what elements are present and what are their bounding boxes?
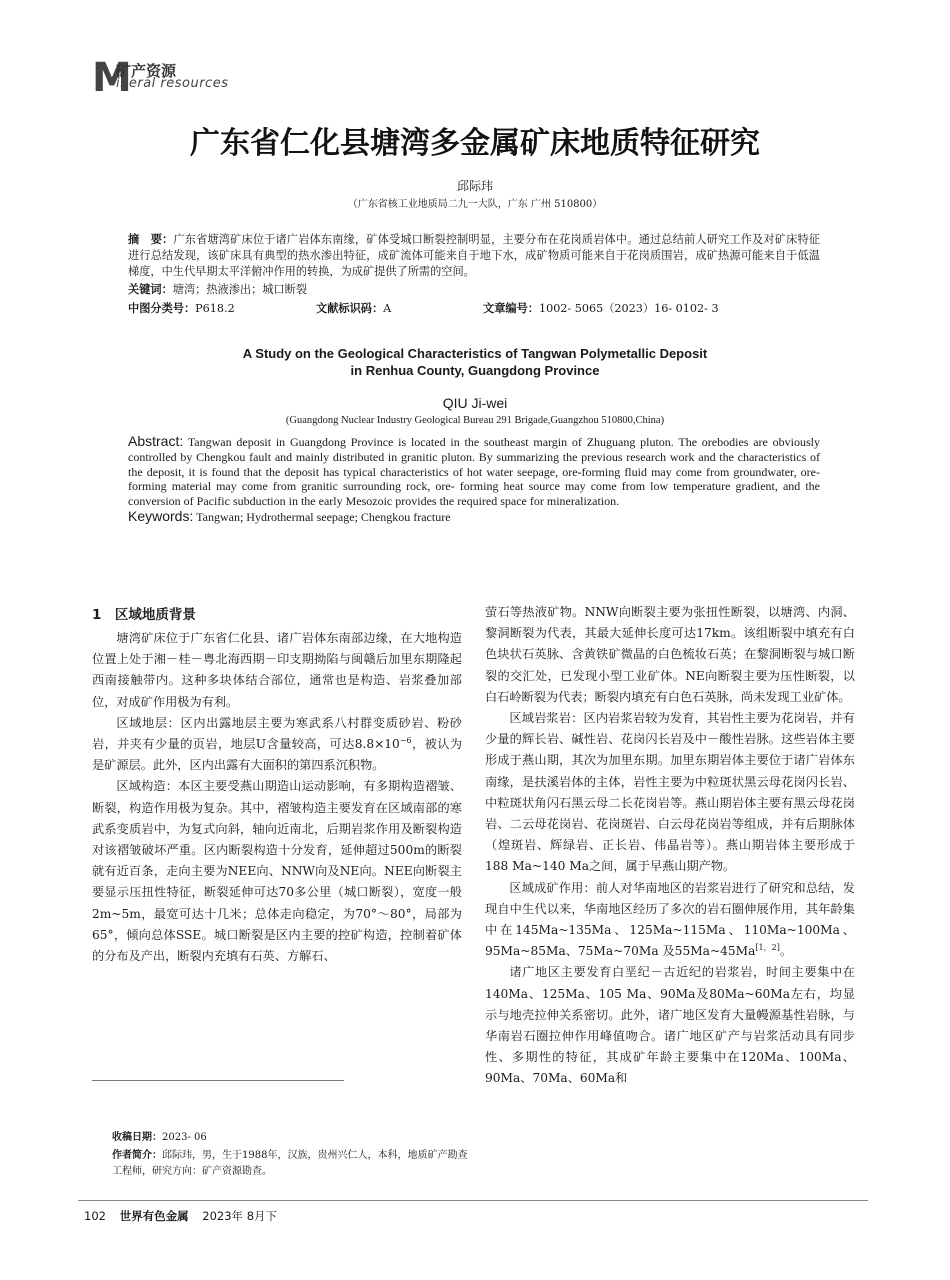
article-number-label: 文章编号： [483, 302, 539, 315]
author-name: 邱际玮 [456, 179, 493, 193]
paragraph: 区域成矿作用：前人对华南地区的岩浆岩进行了研究和总结，发现自中生代以来，华南地区经历了多次的岩石圈伸展作用，其年龄集中在145Ma~135Ma、125Ma~115Ma、110Ma~100Ma、95Ma~85Ma、75Ma~70Ma 及55Ma~45Ma[1，2]。 [485, 880, 855, 959]
paragraph: 区域构造：本区主要受燕山期造山运动影响，有多期构造褶皱、断裂，构造作用极为复杂。其中，褶皱构造主要发育在区域南部的寒武系变质岩中，为复式向斜，轴向近南北，后期岩浆作用及断裂构造对该褶皱破坏严重。区内断裂构造十分发育，延伸超过500m的断裂就有近百条，走向主要为NEE向、NNW向及NE向。NEE向断裂主要显示压扭性特征，断裂延伸可达70多公里（城口断裂），宽度一般2m~5m，最宽可达十几米；总体走向稳定，为70°～80°，局部为65°，倾向总体SSE。城口断裂是区内主要的控矿构造，控制着矿体的分布及产出，断裂内充填有石英、方解石、 [92, 779, 462, 964]
abstract-text: 广东省塘湾矿床位于诸广岩体东南缘，矿体受城口断裂控制明显，主要分布在花岗质岩体中。通过总结前人研究工作及对矿床特征进行总结发现，该矿床具有典型的热水渗出特征，成矿流体可能来自于地下水，成矿物质可能来自于花岗质围岩，成矿热源可能来自于低温梯度，中生代早期太平洋俯冲作用的转换，为成矿提供了所需的空间。 [128, 233, 820, 278]
paragraph: 塘湾矿床位于广东省仁化县、诸广岩体东南部边缘，在大地构造位置上处于湘－桂－粤北海西期－印支期拗陷与闽赣后加里东期隆起西南接触带内。这种多块体结合部位，通常也是构造、岩浆叠加部位，对成矿作用极为有利。 [92, 631, 462, 709]
issue-date: 2023年 8月下 [202, 1209, 278, 1223]
abstract-en-text: Tangwan deposit in Guangdong Province is located in the southeast margin of Zhuguang pluton. The orebodies are obviously controlled by Chengkou fault and mainly distributed in granitic pluton. By summarizing the previous research work and the characteristics of the deposit, it is found that the deposit has typical characteristics of hot water seepage, ore-forming fluid may come from groundwater, ore- forming material may come from granitic surrounding rock, ore- forming heat source may come from low temperature gradient, and the conversion of Pacific subduction in the early Mesozoic provides the required space for mineralization. [128, 435, 820, 509]
keywords-label: 关键词： [128, 283, 173, 296]
paper-title: 广东省仁化县塘湾多金属矿床地质特征研究 [190, 126, 760, 161]
column-name-english: ineral resources [116, 76, 229, 91]
keywords-en-text: Tangwan; Hydrothermal seepage; Chengkou fracture [193, 509, 451, 524]
clc-value: P618.2 [195, 302, 235, 315]
section-heading: 1 区域地质背景 [92, 607, 196, 623]
paragraph: 区域地层：区内出露地层主要为寒武系八村群变质砂岩、粉砂岩，并夹有少量的页岩，地层U含量较高，可达$8.8\times 10^{-6}$，被认为是矿源层。此外，区内出露有大面积的第四系沉积物。 [92, 715, 463, 773]
footer-divider [78, 1200, 868, 1201]
abstract-cn [128, 232, 820, 280]
author-affiliation-english: (Guangdong Nuclear Industry Geological Bureau 291 Brigade,Guangzhou 510800,China) [285, 415, 665, 426]
footnote-author-bio: 作者简介：邱际玮，男，生于1988年，汉族，贵州兴仁人，本科，地质矿产勘查工程师，研究方向：矿产资源勘查。 [112, 1150, 468, 1177]
body-right-column [485, 602, 855, 1090]
title-en-line1: A Study on the Geological Characteristics of Tangwan Polymetallic Deposit [242, 346, 708, 361]
journal-name: 世界有色金属 [119, 1209, 189, 1223]
doc-code-value: A [383, 302, 392, 315]
title-en-line2: in Renhua County, Guangdong Province [350, 363, 600, 378]
superscript: −6 [399, 735, 412, 745]
page-number: 102 [84, 1209, 106, 1223]
keywords-text: 塘湾；热液渗出；城口断裂 [172, 283, 308, 296]
author-affiliation: （广东省核工业地质局二九一大队，广东 广州 510800） [347, 199, 603, 210]
footnote-received: 收稿日期：2023- 06 [112, 1132, 207, 1143]
body-left-column [92, 604, 462, 967]
logo-letter: M [92, 55, 131, 101]
paragraph: 区域岩浆岩：区内岩浆岩较为发育，其岩性主要为花岗岩，并有少量的辉长岩、碱性岩、花岗闪长岩及中－酸性岩脉。这些岩体主要形成于燕山期，其次为加里东期。加里东期岩体主要位于诸广岩体东南缘，是扶溪岩体的主体，岩性主要为中粒斑状黑云母花岗闪长岩、中粒斑状角闪石黑云母二长花岗岩等。燕山期岩体主要有黑云母花岗岩、二云母花岗岩、花岗斑岩、白云母花岗岩等组成，并有后期脉体（煌斑岩、辉绿岩、正长岩、伟晶岩等）。燕山期岩体主要形成于188 Ma~140 Ma之间，属于早燕山期产物。 [485, 711, 855, 874]
paper-title-english [0, 345, 950, 379]
column-name: 矿产资源 [116, 62, 177, 80]
article-number-value: 1002- 5065（2023）16- 0102- 3 [538, 302, 719, 315]
keywords-cn [128, 282, 820, 298]
doc-code-label: 文献标识码： [316, 302, 384, 315]
author-name-english: QIU Ji-wei [442, 395, 508, 411]
abstract-label: 摘 要： [128, 233, 174, 246]
keywords-en-label: Keywords: [128, 507, 194, 524]
clc-label: 中图分类号： [128, 302, 196, 315]
abstract-en-label: Abstract: [128, 433, 184, 449]
footnote-divider [92, 1080, 344, 1081]
paragraph: 萤石等热液矿物。NNW向断裂主要为张扭性断裂，以塘湾、内洞、黎洞断裂为代表，其最大延伸长度可达17km。该组断裂中填充有白色块状石英脉、含黄铁矿微晶的白色梳妆石英；在黎洞断裂与城口断裂的交汇处，已发现小型工业矿体。NE向断裂主要为压性断裂，以白石岭断裂为代表；断裂内填充有白色石英脉，尚未发现工业矿体。 [485, 605, 855, 704]
page-footer [84, 1208, 287, 1224]
citation: [1，2] [755, 943, 780, 953]
abstract-en [128, 434, 820, 525]
paragraph: 诸广地区主要发育白垩纪－古近纪的岩浆岩，时间主要集中在140Ma、125Ma、105 Ma、90Ma及80Ma~60Ma左右，均显示与地壳拉伸关系密切。此外，诸广地区发育大量幔源基性岩脉，与华南岩石圈拉伸作用峰值吻合。诸广地区矿产与岩浆活动具有同步性、多期性的特征，其成矿年龄主要集中在120Ma、100Ma、90Ma、70Ma、60Ma和 [485, 965, 855, 1086]
